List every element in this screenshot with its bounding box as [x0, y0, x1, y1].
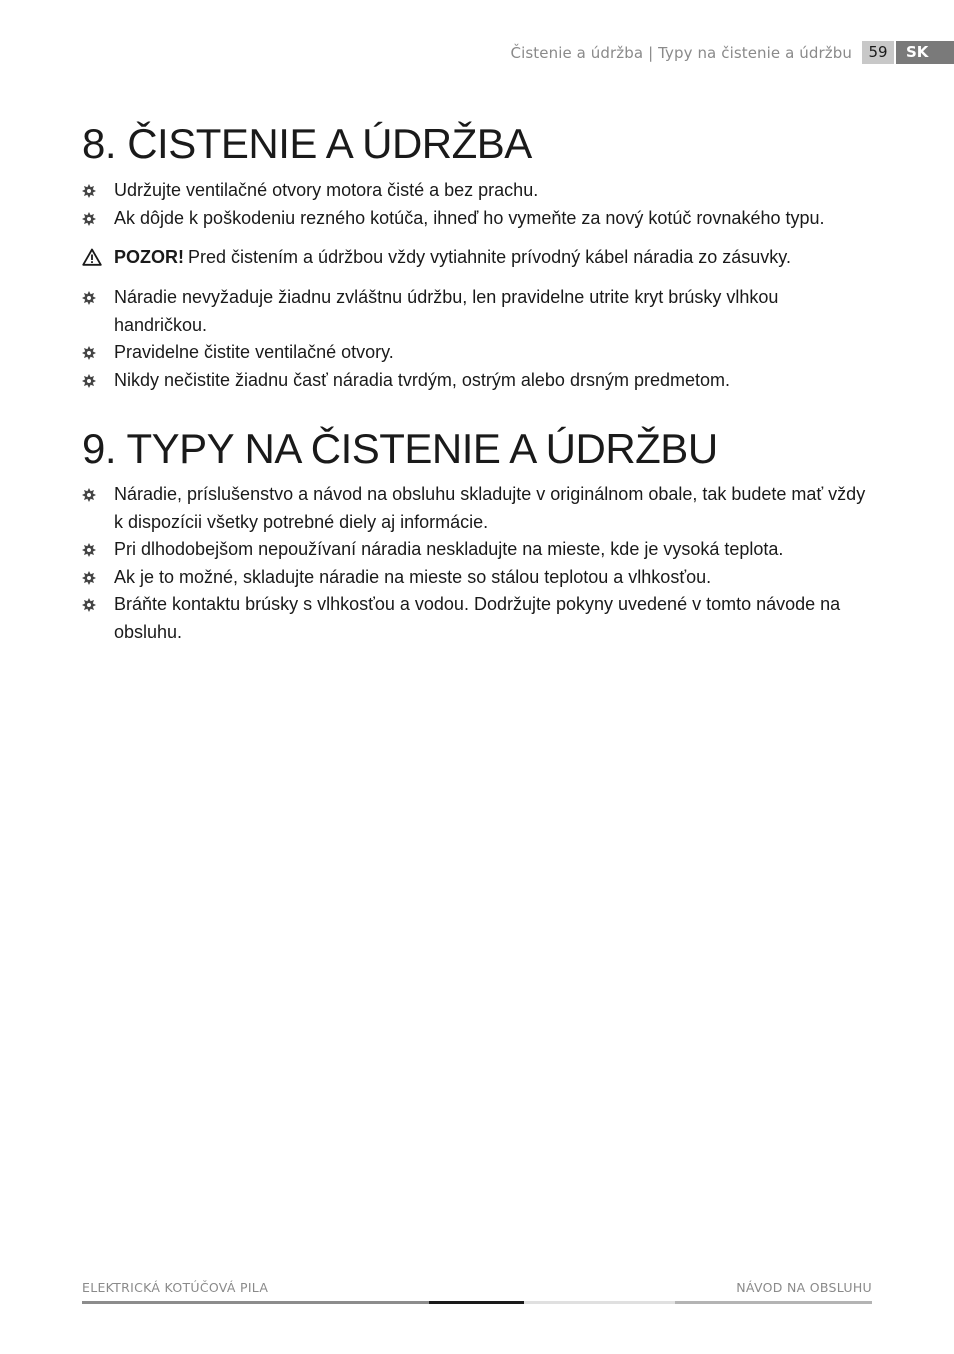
- section-8-list-a: [82, 177, 872, 232]
- footer-product-name: ELEKTRICKÁ KOTÚČOVÁ PILA: [82, 1280, 269, 1295]
- section-cleaning-maintenance: [82, 118, 872, 394]
- warning-notice: [82, 244, 872, 271]
- main-content: [82, 118, 872, 646]
- section-8-list-b: [82, 284, 872, 394]
- footer-divider-bar: [82, 1301, 872, 1304]
- saw-blade-bullet-icon: [82, 212, 96, 226]
- language-badge: SK: [896, 41, 954, 64]
- saw-blade-bullet-icon: [82, 571, 96, 585]
- list-item: Bráňte kontaktu brúsky s vlhkosťou a vodou. Dodržujte pokyny uvedené v tomto návode na obsluhu.: [82, 591, 872, 646]
- section-8-title: 8. ČISTENIE A ÚDRŽBA: [82, 120, 532, 167]
- section-cleaning-tips: [82, 423, 872, 646]
- warning-triangle-icon: [82, 248, 102, 266]
- page-header: [511, 41, 954, 64]
- footer-manual-label: NÁVOD NA OBSLUHU: [736, 1280, 872, 1295]
- list-item: Nikdy nečistite žiadnu časť náradia tvrdým, ostrým alebo drsným predmetom.: [82, 367, 872, 395]
- saw-blade-bullet-icon: [82, 543, 96, 557]
- saw-blade-bullet-icon: [82, 346, 96, 360]
- saw-blade-bullet-icon: [82, 374, 96, 388]
- footer-bar-segment: [82, 1301, 429, 1304]
- list-item: Ak je to možné, skladujte náradie na mieste so stálou teplotou a vlhkosťou.: [82, 564, 872, 592]
- saw-blade-bullet-icon: [82, 488, 96, 502]
- page-number: 59: [862, 41, 894, 64]
- warning-text: Pred čistením a údržbou vždy vytiahnite prívodný kábel náradia zo zásuvky.: [188, 247, 791, 267]
- section-9-title: 9. TYPY NA ČISTENIE A ÚDRŽBU: [82, 425, 718, 472]
- list-item: Pravidelne čistite ventilačné otvory.: [82, 339, 872, 367]
- header-breadcrumb: Čistenie a údržba | Typy na čistenie a údržbu: [510, 43, 852, 62]
- list-item: Udržujte ventilačné otvory motora čisté a bez prachu.: [82, 177, 872, 205]
- footer-bar-segment: [524, 1301, 675, 1304]
- list-item: Ak dôjde k poškodeniu rezného kotúča, ihneď ho vymeňte za nový kotúč rovnakého typu.: [82, 205, 872, 233]
- saw-blade-bullet-icon: [82, 598, 96, 612]
- list-item: Náradie nevyžaduje žiadnu zvláštnu údržbu, len pravidelne utrite kryt brúsky vlhkou handričkou.: [82, 284, 872, 339]
- saw-blade-bullet-icon: [82, 291, 96, 305]
- list-item: Náradie, príslušenstvo a návod na obsluhu skladujte v originálnom obale, tak budete mať vždy k dispozícii všetky potrebné diely aj informácie.: [82, 481, 872, 536]
- saw-blade-bullet-icon: [82, 184, 96, 198]
- footer-bar-segment-active: [429, 1301, 524, 1304]
- section-9-list: [82, 481, 872, 646]
- warning-label: POZOR!: [114, 247, 184, 267]
- footer-bar-segment: [675, 1301, 872, 1304]
- list-item: Pri dlhodobejšom nepoužívaní náradia neskladujte na mieste, kde je vysoká teplota.: [82, 536, 872, 564]
